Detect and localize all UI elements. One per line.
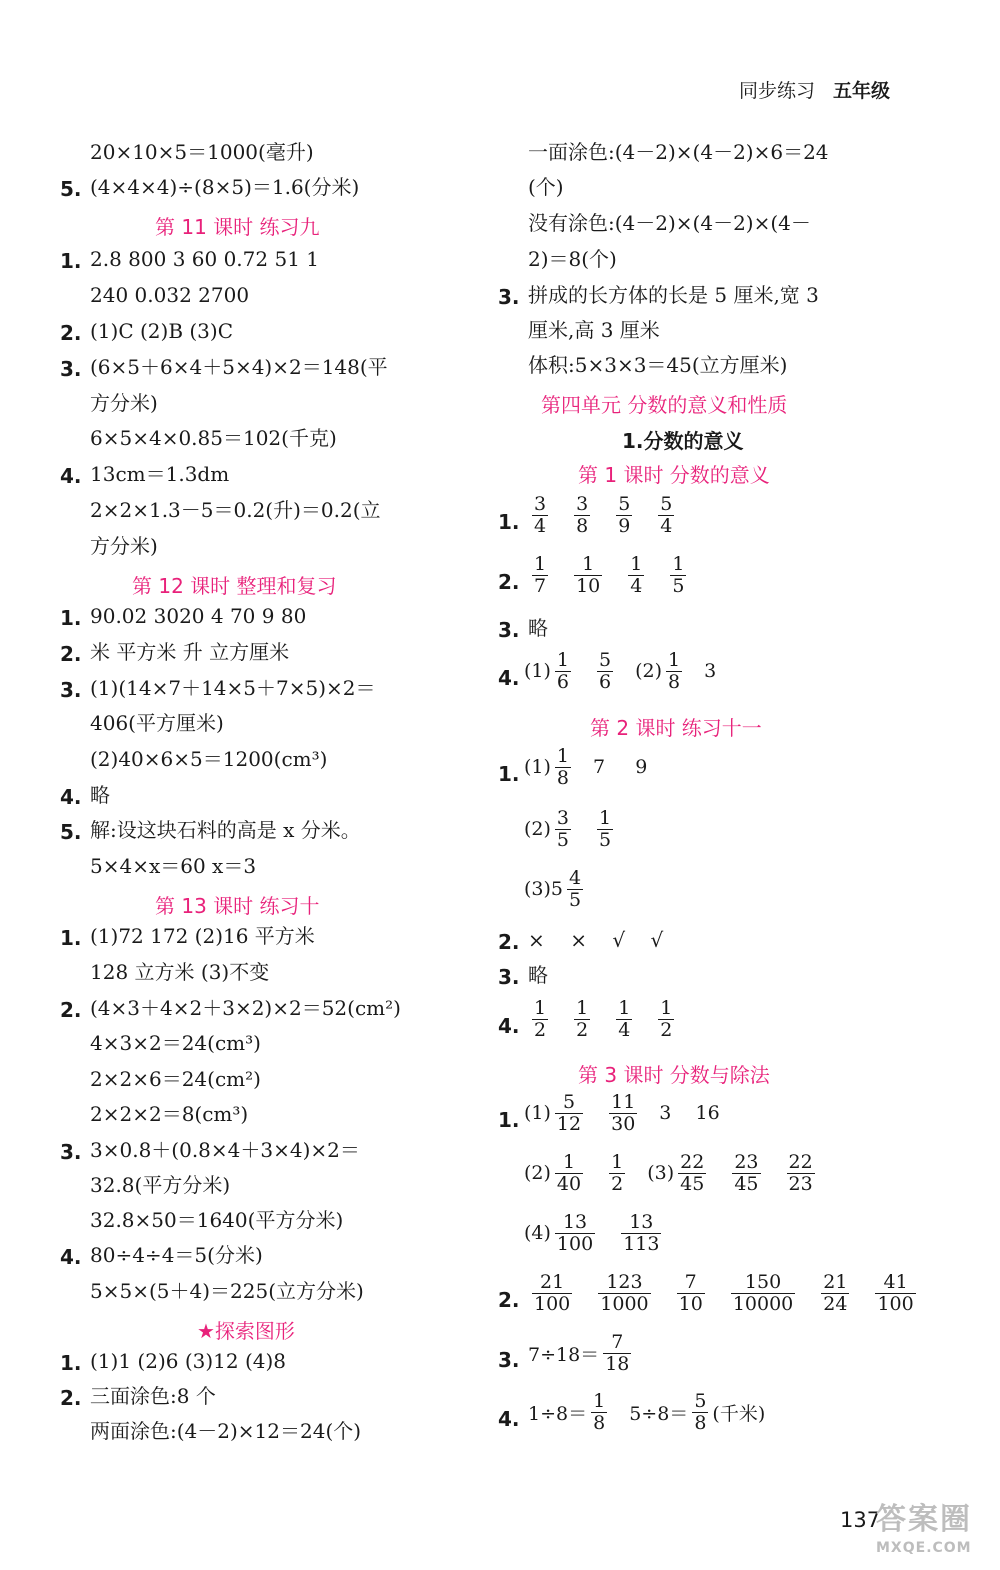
answer-line: 2.8 800 3 60 0.72 51 1 (90, 247, 320, 271)
fraction-denominator: 23 (788, 1172, 813, 1195)
answer-line: (1)72 172 (2)16 平方米 (90, 924, 315, 948)
fraction-numerator: 1 (660, 997, 673, 1019)
fraction-denominator: 4 (534, 514, 547, 537)
grade-label: 五年级 (832, 80, 890, 102)
answer-line (524, 1092, 720, 1135)
part-label: (3)5 (524, 878, 564, 901)
question-number: 5. (60, 177, 82, 201)
unit-heading: 第四单元 分数的意义和性质 (541, 393, 788, 417)
fraction (555, 650, 571, 693)
fraction-denominator: 2 (534, 1018, 547, 1041)
fraction-denominator: 10000 (732, 1292, 794, 1315)
answer-line: 32.8(平方分米) (90, 1173, 231, 1197)
part-label: (2) (524, 818, 551, 841)
question-number: 1. (60, 606, 82, 630)
answer-line (524, 808, 635, 851)
answer-line: 2×2×2＝8(cm³) (90, 1102, 249, 1126)
fraction-denominator: 4 (630, 574, 643, 597)
fraction-row (528, 998, 696, 1041)
answer-line (524, 868, 605, 911)
fraction (678, 1152, 706, 1195)
answer-line: 20×10×5＝1000(毫升) (90, 140, 314, 164)
answer-line: 略 (90, 783, 110, 807)
fraction (555, 808, 571, 851)
question-number: 4. (498, 1014, 520, 1038)
fraction (567, 868, 583, 911)
fraction-numerator: 22 (680, 1151, 705, 1173)
fraction-denominator: 10 (678, 1292, 703, 1315)
fraction-numerator: 5 (555, 1092, 583, 1114)
fraction (621, 1212, 661, 1255)
part-label: (4) (524, 1222, 551, 1245)
fraction-row (528, 1272, 938, 1315)
fraction-denominator: 24 (823, 1292, 848, 1315)
fraction (532, 998, 548, 1041)
answer-line (524, 1152, 837, 1195)
fraction-numerator: 1 (556, 745, 570, 767)
subsection-heading: 1.分数的意义 (622, 429, 744, 453)
answer-line: 两面涂色:(4－2)×12＝24(个) (90, 1419, 362, 1443)
fraction-denominator: 5 (556, 828, 570, 851)
question-number: 4. (60, 785, 82, 809)
question-number: 3. (498, 285, 520, 309)
answer-line: (6×5＋6×4＋5×4)×2＝148(平 (90, 355, 388, 379)
question-number: 3. (498, 965, 520, 989)
fraction-numerator: 1 (556, 649, 570, 671)
answer-value: 5÷8＝ (629, 1402, 689, 1425)
question-number: 3. (60, 1140, 82, 1164)
fraction-numerator: 1 (599, 807, 612, 829)
fraction-numerator: 1 (593, 1390, 606, 1412)
fraction-numerator: 11 (611, 1091, 636, 1113)
answer-line: 128 立方米 (3)不变 (90, 960, 270, 984)
fraction (658, 494, 674, 537)
fraction-numerator: 1 (534, 997, 547, 1019)
fraction (787, 1152, 815, 1195)
section-heading: 第 3 课时 分数与除法 (578, 1063, 770, 1087)
fraction (732, 1152, 760, 1195)
fraction (821, 1272, 849, 1315)
fraction-numerator: 1 (534, 553, 547, 575)
fraction (555, 1092, 583, 1135)
answer-line: 406(平方厘米) (90, 711, 224, 735)
fraction (658, 998, 674, 1041)
fraction (598, 1272, 650, 1315)
question-number: 4. (498, 666, 520, 690)
fraction-numerator: 1 (668, 649, 681, 671)
fraction (532, 494, 548, 537)
fraction (603, 1332, 631, 1375)
question-number: 2. (60, 998, 82, 1022)
fraction-denominator: 8 (576, 514, 589, 537)
fraction (628, 554, 644, 597)
question-number: 2. (60, 642, 82, 666)
section-heading: 第 13 课时 练习十 (155, 894, 320, 918)
fraction (597, 808, 613, 851)
part-label: (3) (647, 1162, 675, 1185)
answer-line: 80÷4÷4＝5(分米) (90, 1243, 263, 1267)
fraction-denominator: 30 (611, 1112, 636, 1135)
answer-value: 3 16 (659, 1102, 720, 1125)
fraction (609, 1152, 625, 1195)
fraction-numerator: 5 (599, 649, 612, 671)
answer-value: 3 (704, 660, 717, 683)
page-header (739, 76, 890, 103)
fraction (555, 1212, 595, 1255)
answer-line: 体积:5×3×3＝45(立方厘米) (528, 353, 788, 377)
fraction-row (528, 554, 708, 597)
fraction-denominator: 8 (668, 670, 681, 693)
fraction-denominator: 100 (877, 1292, 914, 1315)
fraction-denominator: 7 (534, 574, 547, 597)
answer-line: 方分米) (90, 534, 158, 558)
fraction-numerator: 13 (555, 1212, 595, 1234)
answer-line: 拼成的长方体的长是 5 厘米,宽 3 (528, 283, 819, 307)
fraction-numerator: 1 (618, 997, 631, 1019)
fraction (597, 650, 613, 693)
question-number: 4. (60, 1245, 82, 1269)
book-title: 同步练习 (738, 80, 815, 102)
question-number: 1. (498, 1108, 520, 1132)
fraction-numerator: 4 (569, 867, 582, 889)
section-heading: 第 11 课时 练习九 (155, 215, 320, 239)
fraction (574, 998, 590, 1041)
fraction-denominator: 113 (623, 1232, 660, 1255)
question-number: 2. (60, 1386, 82, 1410)
fraction-numerator: 1 (611, 1151, 624, 1173)
fraction-numerator: 5 (618, 493, 631, 515)
question-number: 2. (498, 930, 520, 954)
fraction-numerator: 5 (660, 493, 673, 515)
answer-line: 6×5×4×0.85＝102(千克) (90, 426, 337, 450)
part-label: (1) (524, 660, 551, 683)
fraction (574, 554, 602, 597)
fraction (609, 1092, 637, 1135)
fraction-denominator: 5 (599, 828, 612, 851)
answer-line (528, 1332, 653, 1375)
question-number: 3. (498, 618, 520, 642)
unit-label: (千米) (712, 1402, 766, 1425)
page-number: 137 (840, 1508, 881, 1532)
fraction-denominator: 40 (556, 1172, 582, 1195)
answer-line (524, 746, 647, 789)
part-label: (2) (635, 660, 663, 683)
section-heading: 第 12 课时 整理和复习 (132, 574, 337, 598)
answer-line: 厘米,高 3 厘米 (528, 318, 660, 342)
fraction (670, 554, 686, 597)
answer-line (528, 1391, 765, 1434)
fraction-numerator: 7 (603, 1332, 631, 1354)
fraction-numerator: 21 (823, 1271, 848, 1293)
fraction-denominator: 12 (556, 1112, 582, 1135)
watermark-url: MXQE.COM (876, 1540, 972, 1556)
answer-value: 7÷18＝ (528, 1343, 600, 1366)
answer-line: (1)(14×7＋14×5＋7×5)×2＝ (90, 676, 376, 700)
answer-line: (1)C (2)B (3)C (90, 319, 234, 343)
fraction (532, 554, 548, 597)
fraction-numerator: 7 (677, 1272, 705, 1294)
fraction-numerator: 5 (694, 1390, 707, 1412)
answer-line: 2)＝8(个) (528, 247, 617, 271)
fraction-numerator: 150 (731, 1272, 795, 1294)
fraction-denominator: 10 (576, 574, 601, 597)
answer-line: 三面涂色:8 个 (90, 1384, 216, 1408)
fraction (555, 746, 571, 789)
fraction (574, 494, 590, 537)
question-number: 1. (60, 1351, 82, 1375)
fraction (555, 1152, 583, 1195)
fraction (591, 1391, 607, 1434)
fraction-denominator: 100 (534, 1292, 571, 1315)
fraction-numerator: 1 (574, 554, 602, 576)
fraction-denominator: 1000 (600, 1292, 649, 1315)
fraction-denominator: 9 (618, 514, 631, 537)
fraction (692, 1391, 708, 1434)
fraction-denominator: 8 (593, 1411, 606, 1434)
answer-line: (4×3＋4×2＋3×2)×2＝52(cm²) (90, 996, 401, 1020)
fraction (731, 1272, 795, 1315)
answer-line: 2×2×1.3－5＝0.2(升)＝0.2(立 (90, 498, 381, 522)
question-number: 4. (498, 1407, 520, 1431)
question-number: 1. (60, 249, 82, 273)
answer-line: (2)40×6×5＝1200(cm³) (90, 747, 328, 771)
fraction-numerator: 3 (556, 807, 570, 829)
question-number: 3. (60, 678, 82, 702)
fraction-denominator: 2 (611, 1172, 624, 1195)
answer-line: (个) (528, 175, 564, 199)
question-number: 1. (498, 762, 520, 786)
fraction-numerator: 3 (576, 493, 589, 515)
answer-line (524, 650, 716, 693)
answer-line: 略 (528, 616, 548, 640)
fraction (532, 1272, 572, 1315)
fraction-row (528, 494, 696, 537)
answer-value: 7 9 (593, 756, 648, 779)
answer-line: (4×4×4)÷(8×5)＝1.6(分米) (90, 175, 360, 199)
answer-line: 2×2×6＝24(cm²) (90, 1067, 261, 1091)
answer-line: × × √ √ (528, 928, 664, 952)
fraction-denominator: 45 (734, 1172, 759, 1195)
fraction-denominator: 8 (694, 1411, 707, 1434)
fraction (616, 998, 632, 1041)
answer-line: 略 (528, 963, 548, 987)
answer-line: 90.02 3020 4 70 9 80 (90, 604, 307, 628)
fraction-denominator: 8 (556, 766, 570, 789)
answer-line: 米 平方米 升 立方厘米 (90, 640, 290, 664)
fraction-denominator: 100 (556, 1232, 594, 1255)
fraction (677, 1272, 705, 1315)
fraction-numerator: 1 (555, 1152, 583, 1174)
fraction-denominator: 5 (569, 888, 582, 911)
fraction-denominator: 5 (672, 574, 685, 597)
fraction-denominator: 4 (618, 1018, 631, 1041)
fraction-numerator: 3 (534, 493, 547, 515)
section-heading: 第 2 课时 练习十一 (590, 716, 762, 740)
answer-line: 解:设这块石料的高是 x 分米。 (90, 818, 361, 842)
answer-line: 4×3×2＝24(cm³) (90, 1031, 261, 1055)
answer-value: 1÷8＝ (528, 1402, 588, 1425)
part-label: (1) (524, 1102, 551, 1125)
fraction-numerator: 1 (576, 997, 589, 1019)
answer-line: 3×0.8＋(0.8×4＋3×4)×2＝ (90, 1138, 360, 1162)
question-number: 1. (60, 926, 82, 950)
section-heading: 第 1 课时 分数的意义 (578, 463, 770, 487)
watermark (876, 1494, 1000, 1570)
fraction-denominator: 45 (680, 1172, 705, 1195)
fraction-numerator: 13 (621, 1212, 661, 1234)
answer-line: 方分米) (90, 391, 158, 415)
fraction-numerator: 21 (532, 1272, 572, 1294)
question-number: 5. (60, 820, 82, 844)
section-heading: ★探索图形 (197, 1319, 295, 1343)
fraction-numerator: 23 (734, 1151, 759, 1173)
fraction-numerator: 41 (875, 1272, 915, 1294)
fraction-denominator: 6 (599, 670, 612, 693)
fraction-denominator: 6 (556, 670, 570, 693)
fraction (616, 494, 632, 537)
watermark-logo: 答案圈 (876, 1502, 972, 1537)
question-number: 4. (60, 464, 82, 488)
fraction-denominator: 2 (660, 1018, 673, 1041)
question-number: 3. (60, 357, 82, 381)
question-number: 2. (498, 1288, 520, 1312)
answer-line: 240 0.032 2700 (90, 283, 250, 307)
fraction-numerator: 1 (630, 553, 643, 575)
question-number: 2. (60, 321, 82, 345)
question-number: 3. (498, 1348, 520, 1372)
fraction-denominator: 18 (605, 1352, 630, 1375)
answer-line (524, 1212, 683, 1255)
part-label: (2) (524, 1162, 551, 1185)
fraction-denominator: 2 (576, 1018, 589, 1041)
answer-line: 13cm＝1.3dm (90, 462, 230, 486)
fraction-numerator: 22 (788, 1151, 813, 1173)
answer-line: 一面涂色:(4－2)×(4－2)×6＝24 (528, 140, 829, 164)
fraction (875, 1272, 915, 1315)
question-number: 2. (498, 570, 520, 594)
fraction-numerator: 123 (598, 1272, 650, 1294)
answer-line: 没有涂色:(4－2)×(4－2)×(4－ (528, 211, 811, 235)
answer-line: (1)1 (2)6 (3)12 (4)8 (90, 1349, 287, 1373)
fraction-numerator: 1 (672, 553, 685, 575)
part-label: (1) (524, 756, 551, 779)
answer-line: 5×5×(5＋4)＝225(立方分米) (90, 1279, 364, 1303)
answer-line: 5×4×x＝60 x＝3 (90, 854, 257, 878)
answer-line: 32.8×50＝1640(平方分米) (90, 1208, 344, 1232)
fraction (666, 650, 682, 693)
question-number: 1. (498, 510, 520, 534)
fraction-denominator: 4 (660, 514, 673, 537)
